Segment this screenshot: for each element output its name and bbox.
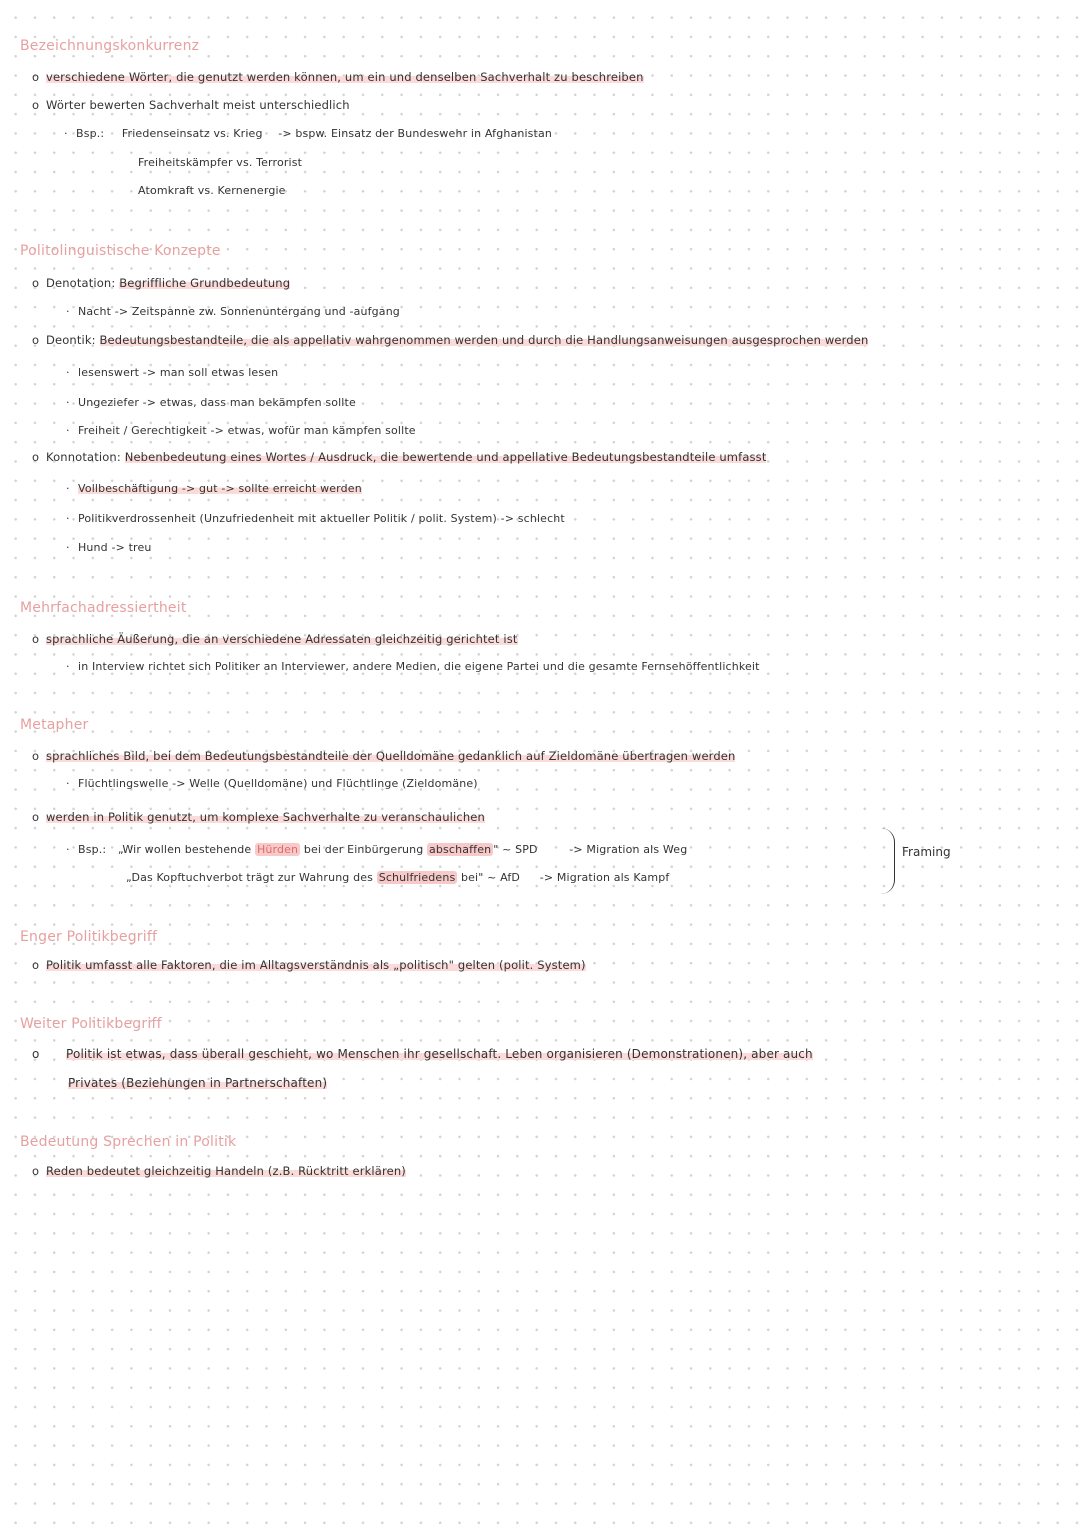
bullet-line xyxy=(32,1047,813,1061)
text-line xyxy=(68,1076,327,1090)
example-line xyxy=(66,777,478,790)
heading-mehrfachadressiertheit: Mehrfachadressiertheit xyxy=(20,600,187,616)
label: Bsp.: xyxy=(78,843,107,856)
text: werden in Politik genutzt, um komplexe Sachverhalte zu veranschaulichen xyxy=(46,810,485,824)
curly-brace-icon xyxy=(880,828,895,894)
text: Freiheit / Gerechtigkeit -> etwas, wofür man kämpfen sollte xyxy=(78,424,416,437)
text: Bedeutungsbestandteile, die als appellativ wahrgenommen werden und durch die Handlungsanweisungen ausgesprochen werden xyxy=(99,333,869,347)
bullet-line xyxy=(32,632,518,646)
example-line: Atomkraft vs. Kernenergie xyxy=(138,184,286,197)
text: sprachliche Äußerung, die an verschiedene Adressaten gleichzeitig gerichtet ist xyxy=(46,632,518,646)
bullet-circle-icon: o xyxy=(32,1047,40,1061)
dot-icon: · xyxy=(66,660,70,673)
example-line xyxy=(66,482,362,495)
example-line: Freiheitskämpfer vs. Terrorist xyxy=(138,156,303,169)
highlight: abschaffen xyxy=(429,843,492,856)
text: Hund -> treu xyxy=(78,541,152,554)
dot-icon: · xyxy=(66,512,70,525)
framing-label: Framing xyxy=(902,845,951,859)
text: -> Migration als Weg xyxy=(569,843,688,856)
example-line xyxy=(66,366,278,379)
example-line xyxy=(66,424,416,437)
text: Vollbeschäftigung -> gut -> sollte erreicht werden xyxy=(78,482,362,495)
heading-bedeutung-sprechen: Bedeutung Sprechen in Politik xyxy=(20,1134,237,1150)
bullet-line xyxy=(32,450,766,464)
quote-line xyxy=(66,843,687,856)
bullet-circle-icon: o xyxy=(32,958,40,972)
bullet-line xyxy=(32,70,644,84)
bullet-line xyxy=(32,749,735,763)
label: Konnotation: xyxy=(46,450,121,464)
bullet-circle-icon: o xyxy=(32,450,40,464)
text: in Interview richtet sich Politiker an Interviewer, andere Medien, die eigene Partei und die gesamte Fernsehöffentlichkeit xyxy=(78,660,760,673)
text: " ~ SPD xyxy=(493,843,538,856)
dot-icon: · xyxy=(66,366,70,379)
dot-icon: · xyxy=(66,482,70,495)
text: bei der Einbürgerung xyxy=(303,843,424,856)
dot-icon: · xyxy=(66,305,70,318)
text: Politik umfasst alle Faktoren, die im Alltagsverständnis als „politisch" gelten (polit. System) xyxy=(46,958,586,972)
text: „Das Kopftuchverbot trägt zur Wahrung des xyxy=(126,871,374,884)
text: Nacht -> Zeitspanne zw. Sonnenuntergang und -aufgang xyxy=(78,305,400,318)
text: Politik ist etwas, dass überall geschieht, wo Menschen ihr gesellschaft. Leben organisieren (Demonstrationen), aber auch xyxy=(66,1047,813,1061)
text: Begriffliche Grundbedeutung xyxy=(119,276,291,290)
bullet-circle-icon: o xyxy=(32,632,40,646)
label: Denotation: xyxy=(46,276,116,290)
bullet-circle-icon: o xyxy=(32,333,40,347)
label: Bsp.: xyxy=(76,127,105,140)
example-line xyxy=(66,305,400,318)
bullet-line xyxy=(32,958,586,972)
text: Flüchtlingswelle -> Welle (Quelldomäne) und Flüchtlinge (Zieldomäne) xyxy=(78,777,478,790)
text: „Wir wollen bestehende xyxy=(117,843,252,856)
dot-icon: · xyxy=(66,424,70,437)
bullet-circle-icon: o xyxy=(32,276,40,290)
dot-icon: · xyxy=(64,127,68,140)
text: Wörter bewerten Sachverhalt meist unterschiedlich xyxy=(46,98,350,112)
bullet-circle-icon: o xyxy=(32,749,40,763)
text: sprachliches Bild, bei dem Bedeutungsbestandteile der Quelldomäne gedanklich auf Zieldomäne übertragen werden xyxy=(46,749,736,763)
text: -> bspw. Einsatz der Bundeswehr in Afghanistan xyxy=(278,127,553,140)
bullet-line xyxy=(32,810,485,824)
example-line xyxy=(66,541,152,554)
highlight: Schulfriedens xyxy=(378,871,456,884)
text: Ungeziefer -> etwas, dass man bekämpfen sollte xyxy=(78,396,356,409)
example-line xyxy=(66,660,760,673)
dot-icon: · xyxy=(66,777,70,790)
bullet-circle-icon: o xyxy=(32,70,40,84)
dot-icon: · xyxy=(66,843,70,856)
text: Nebenbedeutung eines Wortes / Ausdruck, die bewertende und appellative Bedeutungsbestandteile umfasst xyxy=(124,450,767,464)
text: Reden bedeutet gleichzeitig Handeln (z.B. Rücktritt erklären) xyxy=(46,1164,406,1178)
bullet-line xyxy=(32,333,868,347)
example-line xyxy=(66,396,356,409)
bullet-circle-icon: o xyxy=(32,810,40,824)
highlight: Hürden xyxy=(256,843,299,856)
text: Friedenseinsatz vs. Krieg xyxy=(121,127,263,140)
heading-bezeichnungskonkurrenz: Bezeichnungskonkurrenz xyxy=(20,38,200,54)
heading-enger-politikbegriff: Enger Politikbegriff xyxy=(20,929,158,945)
example-line xyxy=(66,512,565,525)
bullet-line xyxy=(32,1164,406,1178)
bullet-circle-icon: o xyxy=(32,1164,40,1178)
example-line xyxy=(64,127,552,140)
heading-weiter-politikbegriff: Weiter Politikbegriff xyxy=(20,1016,162,1032)
bullet-circle-icon: o xyxy=(32,98,40,112)
heading-politolinguistische-konzepte: Politolinguistische Konzepte xyxy=(20,243,221,259)
bullet-line xyxy=(32,276,290,290)
bullet-line xyxy=(32,98,350,112)
quote-line xyxy=(126,871,669,884)
text: bei" ~ AfD xyxy=(461,871,521,884)
label: Deontik: xyxy=(46,333,96,347)
dot-icon: · xyxy=(66,541,70,554)
text: lesenswert -> man soll etwas lesen xyxy=(78,366,279,379)
text: verschiedene Wörter, die genutzt werden können, um ein und denselben Sachverhalt zu beschreiben xyxy=(46,70,644,84)
text: Privates (Beziehungen in Partnerschaften) xyxy=(68,1076,328,1090)
text: Politikverdrossenheit (Unzufriedenheit mit aktueller Politik / polit. System) -> schlecht xyxy=(78,512,565,525)
dot-icon: · xyxy=(66,396,70,409)
text: -> Migration als Kampf xyxy=(539,871,670,884)
heading-metapher: Metapher xyxy=(20,717,89,733)
